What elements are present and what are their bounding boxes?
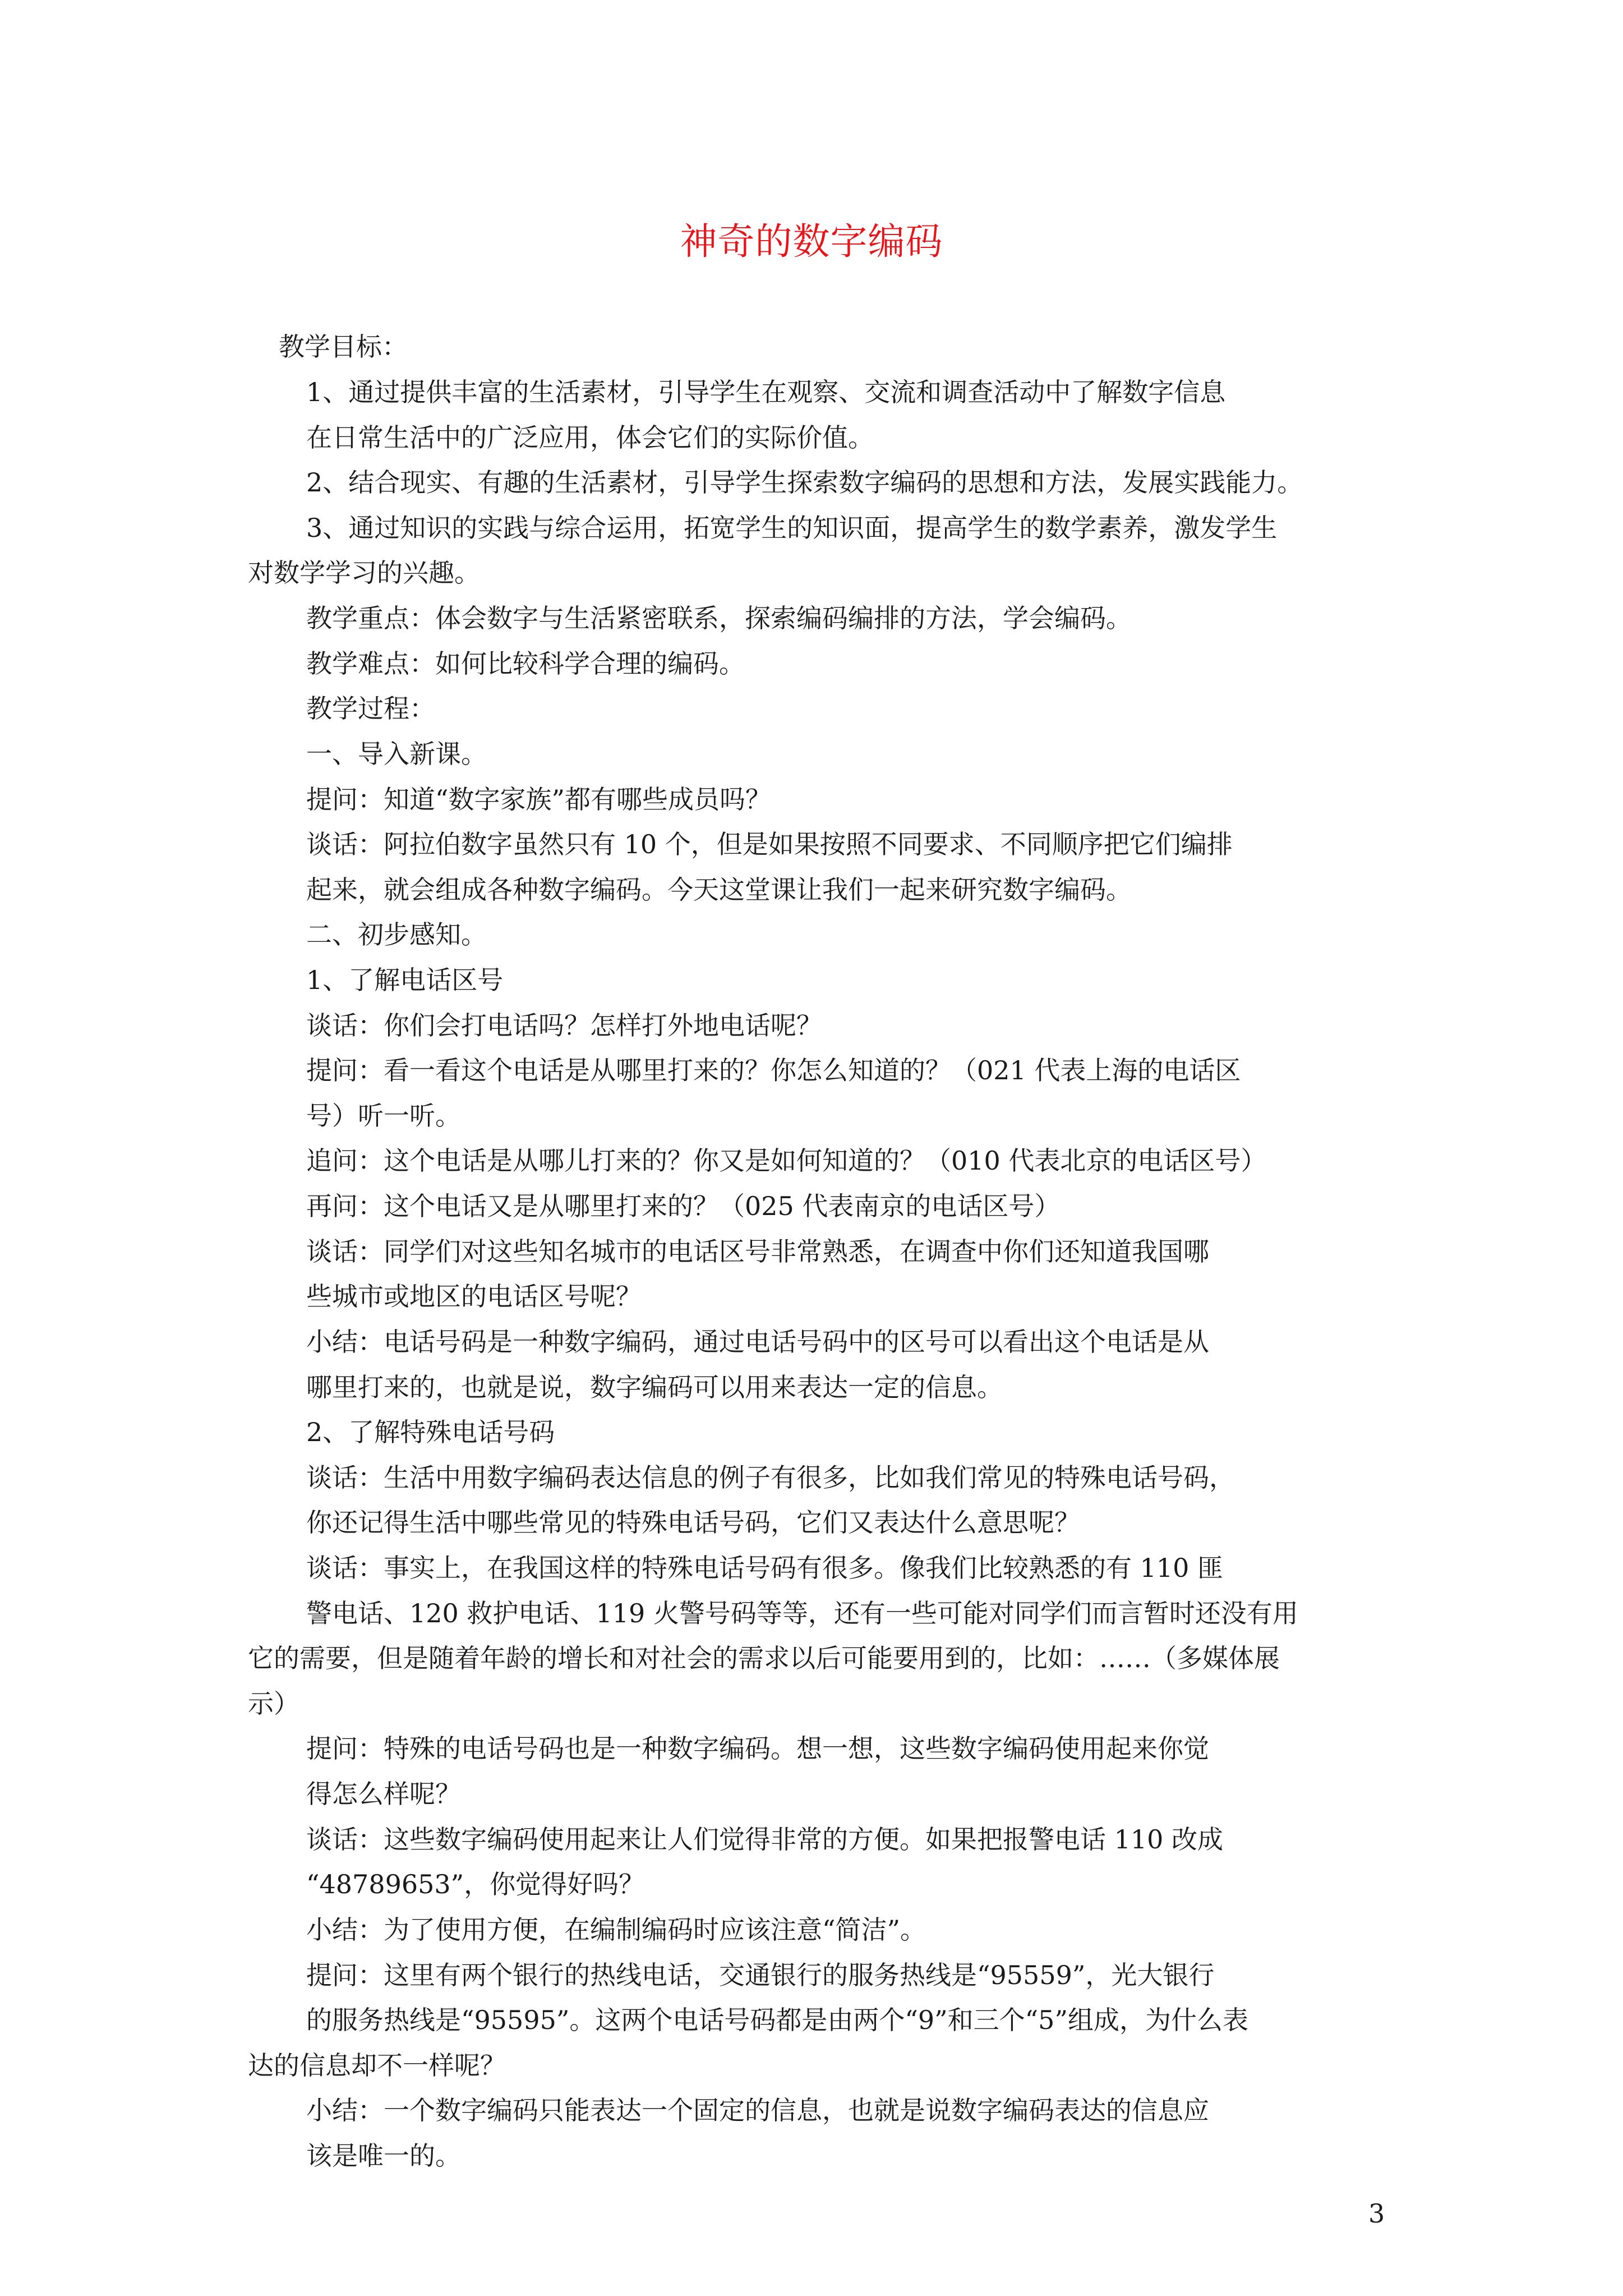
text-line: 1、了解电话区号 — [306, 965, 504, 995]
text-line: 2、了解特殊电话号码 — [306, 1417, 555, 1447]
text-line: 该是唯一的。 — [306, 2141, 461, 2171]
text-line: 谈话：同学们对这些知名城市的电话区号非常熟悉，在调查中你们还知道我国哪 — [306, 1236, 1209, 1267]
text-line: 小结：为了使用方便，在编制编码时应该注意“简洁”。 — [306, 1915, 926, 1945]
text-line: 哪里打来的，也就是说，数字编码可以用来表达一定的信息。 — [306, 1372, 1003, 1402]
text-line: 提问：知道“数字家族”都有哪些成员吗？ — [306, 784, 772, 815]
text-line: 谈话：你们会打电话吗？怎样打外地电话呢？ — [306, 1010, 822, 1041]
text-line: 谈话：阿拉伯数字虽然只有 10 个，但是如果按照不同要求、不同顺序把它们编排 — [306, 829, 1233, 859]
text-line: 号）听一听。 — [306, 1101, 461, 1131]
text-line: 警电话、120 救护电话、119 火警号码等等，还有一些可能对同学们而言暂时还没有用 — [306, 1598, 1298, 1628]
text-line: 在日常生活中的广泛应用，体会它们的实际价值。 — [306, 422, 874, 453]
text-line: 小结：一个数字编码只能表达一个固定的信息，也就是说数字编码表达的信息应 — [306, 2095, 1209, 2125]
text-line: 谈话：这些数字编码使用起来让人们觉得非常的方便。如果把报警电话 110 改成 — [306, 1824, 1224, 1855]
text-line: 你还记得生活中哪些常见的特殊电话号码，它们又表达什么意思呢？ — [306, 1507, 1080, 1538]
text-line: 一、导入新课。 — [306, 739, 487, 769]
text-line: “48789653”，你觉得好吗？ — [306, 1869, 645, 1899]
text-line: 教学过程： — [306, 693, 435, 724]
text-line: 示） — [248, 1688, 299, 1719]
text-line: 再问：这个电话又是从哪里打来的？（025 代表南京的电话区号） — [306, 1191, 1061, 1221]
text-line: 3、通过知识的实践与综合运用，拓宽学生的知识面，提高学生的数学素养，激发学生 — [306, 513, 1278, 543]
text-line: 提问：这里有两个银行的热线电话，交通银行的服务热线是“95559”，光大银行 — [306, 1960, 1215, 1990]
text-line: 达的信息却不一样呢？ — [248, 2050, 506, 2081]
text-line: 教学难点：如何比较科学合理的编码。 — [306, 648, 745, 679]
text-line: 追问：这个电话是从哪儿打来的？你又是如何知道的？（010 代表北京的电话区号） — [306, 1145, 1267, 1176]
text-line: 1、通过提供丰富的生活素材，引导学生在观察、交流和调查活动中了解数字信息 — [306, 377, 1226, 407]
page-number: 3 — [1368, 2198, 1385, 2229]
text-line: 起来，就会组成各种数字编码。今天这堂课让我们一起来研究数字编码。 — [306, 875, 1132, 905]
text-line: 的服务热线是“95595”。这两个电话号码都是由两个“9”和三个“5”组成，为什么表 — [306, 2005, 1248, 2035]
document-title: 神奇的数字编码 — [680, 220, 943, 263]
text-line: 谈话：生活中用数字编码表达信息的例子有很多，比如我们常见的特殊电话号码， — [306, 1462, 1235, 1493]
text-line: 它的需要，但是随着年龄的增长和对社会的需求以后可能要用到的，比如：……（多媒体展 — [248, 1643, 1280, 1673]
text-line: 得怎么样呢？ — [306, 1779, 461, 1809]
text-line: 对数学学习的兴趣。 — [248, 558, 480, 588]
text-line: 小结：电话号码是一种数字编码，通过电话号码中的区号可以看出这个电话是从 — [306, 1327, 1209, 1357]
text-line: 提问：特殊的电话号码也是一种数字编码。想一想，这些数字编码使用起来你觉 — [306, 1733, 1209, 1764]
text-line: 谈话：事实上，在我国这样的特殊电话号码有很多。像我们比较熟悉的有 110 匪 — [306, 1553, 1224, 1583]
text-line: 2、结合现实、有趣的生活素材，引导学生探索数字编码的思想和方法，发展实践能力。 — [306, 467, 1303, 498]
text-line: 提问：看一看这个电话是从哪里打来的？你怎么知道的？（021 代表上海的电话区 — [306, 1055, 1241, 1085]
text-line: 些城市或地区的电话区号呢？ — [306, 1281, 642, 1312]
text-line: 二、初步感知。 — [306, 919, 487, 950]
text-line: 教学重点：体会数字与生活紧密联系，探索编码编排的方法，学会编码。 — [306, 603, 1132, 633]
text-line: 教学目标： — [279, 332, 408, 362]
